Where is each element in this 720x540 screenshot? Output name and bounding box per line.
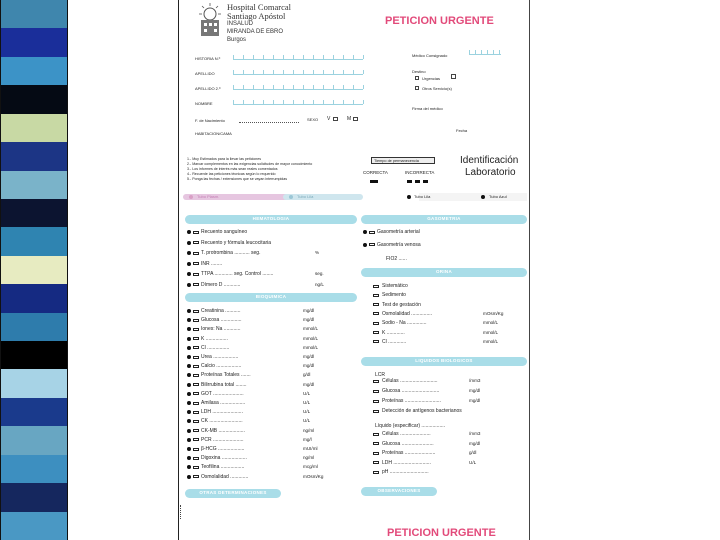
hospital-logo (193, 2, 227, 38)
patient-field-label: NOMBRE (195, 101, 213, 106)
sex-label: SEXO (307, 117, 319, 122)
fluids2-row[interactable] (373, 469, 523, 476)
biochem-row[interactable] (187, 437, 357, 444)
fluids-unit: /mm3 (469, 378, 481, 383)
stripe-0 (0, 0, 68, 29)
stripe-17 (0, 483, 68, 512)
stripe-5 (0, 142, 68, 171)
urine-unit: mOsm/Kg (483, 310, 504, 316)
instruction-line: 4.- Recuerde las peticiones técnicas según lo requerido (187, 172, 276, 176)
biochem-row[interactable] (187, 372, 357, 379)
lab-id-line1: Identificación (460, 155, 519, 166)
biochem-row[interactable] (187, 464, 357, 471)
fluid-specify-label: Líquido (especificar) ................. (375, 423, 446, 429)
incorrect-marks[interactable] (407, 180, 435, 184)
otros-radio[interactable] (415, 86, 419, 90)
patient-field-label: APELLIDO (195, 71, 215, 76)
fluids2-row[interactable] (373, 441, 523, 448)
otros-label: Otros Servicio(s) (422, 86, 452, 91)
biochem-unit: mg/dl (303, 363, 315, 369)
hema-unit: ng/L (315, 281, 324, 287)
hospital-name: Hospital Comarcal (227, 2, 291, 12)
biochem-unit: U/L (303, 390, 311, 396)
destination-label: Destino (412, 69, 426, 74)
biochem-label: Glucosa ............... (201, 317, 242, 324)
observations-header: OBSERVACIONES (361, 487, 437, 496)
patient-field-input[interactable] (233, 67, 363, 75)
biochem-unit: U/L (303, 400, 311, 405)
biochem-label: Amilasa .................. (201, 400, 246, 406)
urine-unit: mmol/L (483, 320, 499, 326)
tube-lila-label-2: Tubo Lila (414, 194, 431, 199)
biochem-label: PCR ...................... (201, 436, 244, 443)
biochem-label: Bilirrubina total ........ (201, 381, 247, 388)
tube-azul-label: Tubo Azul (489, 194, 507, 199)
fluids-label: Células ........................... (382, 378, 438, 384)
stripe-14 (0, 398, 68, 427)
form-title: PETICION URGENTE (385, 15, 494, 27)
urine-label: Sistemático (382, 283, 408, 289)
hospital-city: MIRANDA DE EBRO (227, 29, 284, 35)
fluids-label: Proteínas .......................... (382, 398, 441, 404)
footer-title: PETICION URGENTE (387, 527, 496, 539)
stripe-6 (0, 171, 68, 200)
biochem-unit: mg/dl (303, 308, 315, 313)
biochem-unit: mg/dl (303, 317, 315, 323)
fluids2-unit: /mm3 (469, 431, 481, 436)
biochem-row[interactable] (187, 455, 357, 462)
biochem-unit: U/L (303, 409, 311, 415)
stripe-18 (0, 512, 68, 540)
doctor-code-boxes[interactable] (469, 50, 501, 58)
urine-label: K ............. (382, 329, 405, 336)
biochem-unit: mmol/L (303, 344, 319, 350)
biochem-label: Proteínas Totales ....... (201, 372, 251, 379)
hospital-province: Burgos (227, 37, 247, 43)
urgencias-checkbox[interactable] (451, 74, 456, 79)
urine-label: Sedimento (382, 292, 406, 299)
fluids2-label: Glucosa ....................... (382, 440, 434, 447)
urine-header: ORINA (361, 268, 527, 277)
urine-row[interactable] (373, 283, 523, 290)
doctor-label: Médico Consignado (412, 53, 448, 58)
instruction-line: 2.- Marcar complementos en las exigencias solicitudes de mayor conocimiento (187, 162, 313, 166)
biochem-label: Urea .................. (201, 354, 239, 360)
biochem-row[interactable] (187, 363, 357, 370)
biochem-unit: U/L (303, 418, 311, 424)
urine-label: Osmolalidad ............... (382, 310, 433, 317)
hospital-org: INSALUD (227, 21, 254, 27)
urine-row[interactable] (373, 339, 523, 346)
patient-field-label: F. de Nacimiento (195, 118, 225, 123)
urine-label: Cl ............. (382, 338, 407, 345)
room-label: HABITACION/CAMA (195, 131, 232, 136)
urine-label: Sodio - Na .............. (382, 320, 427, 327)
stripe-11 (0, 313, 68, 342)
hema-label: Recuento y fórmula leucocitaria (201, 239, 272, 246)
fluids2-row[interactable] (373, 450, 523, 457)
biochem-unit: mUI/ml (303, 446, 318, 451)
fluids-row[interactable] (373, 408, 523, 415)
fluids2-label: LDH ........................... (382, 459, 431, 466)
biochem-unit: mOsm/Kg (303, 473, 324, 479)
hema-unit: seg. (315, 271, 324, 276)
fluids2-unit: mg/dl (469, 440, 481, 446)
biochem-row[interactable] (187, 317, 357, 324)
biochem-row[interactable] (187, 418, 357, 425)
urgent-request-form (178, 0, 530, 540)
biochem-row[interactable] (187, 308, 357, 315)
lab-id-line2: Laboratorio (465, 167, 516, 178)
stripe-7 (0, 199, 68, 228)
birthdate-input[interactable] (239, 122, 299, 123)
urine-row[interactable] (373, 330, 523, 337)
patient-field-label: HISTORIA N.º (195, 56, 221, 61)
biochem-row[interactable] (187, 446, 357, 453)
biochem-row[interactable] (187, 474, 357, 481)
biochem-row[interactable] (187, 409, 357, 416)
biochem-unit: mg/l (303, 436, 312, 442)
hema-label: Dímero D ............ (201, 281, 241, 288)
date-label: Fecha (456, 128, 468, 133)
biochem-label: Iones: Na ............ (201, 326, 241, 333)
biochem-label: Cl ................ (201, 344, 230, 351)
stripe-16 (0, 455, 68, 484)
fio2-label: FIO2 ...... (386, 256, 407, 262)
stripe-2 (0, 57, 68, 86)
biochem-label: Osmolalidad ............. (201, 473, 249, 480)
fluids-label: Glucosa ........................... (382, 388, 440, 394)
hema-row[interactable] (187, 250, 357, 257)
urine-label: Test de gestación (382, 301, 421, 308)
biochem-label: CK ........................ (201, 418, 243, 425)
decorative-stripe-bar (0, 0, 68, 540)
biochem-unit: mg/dl (303, 354, 315, 359)
fluids-unit: mg/dl (469, 388, 481, 393)
fluids-unit: mg/dl (469, 398, 481, 403)
biochem-unit: ng/ml (303, 427, 315, 433)
tube-plasma-label: Tubo Plasm. (197, 194, 220, 199)
biochem-label: β-HCG ................... (201, 446, 245, 452)
biochem-unit: mcg/ml (303, 464, 318, 470)
hospital-subname: Santiago Apóstol (227, 11, 286, 21)
stripe-3 (0, 85, 68, 114)
fluids-row[interactable] (373, 388, 523, 395)
tube-lila-label: Tubo Lila (297, 194, 314, 199)
signature-label: Firma del médico (412, 106, 443, 111)
sex-m[interactable]: M (347, 116, 352, 122)
correct-label: CORRECTA (363, 170, 388, 175)
biochem-label: Creatinina ........... (201, 308, 241, 314)
hema-row[interactable] (187, 229, 357, 236)
biochem-row[interactable] (187, 336, 357, 343)
stripe-10 (0, 284, 68, 313)
biochem-unit: mg/dl (303, 381, 315, 387)
hema-row[interactable] (187, 271, 357, 278)
biochem-row[interactable] (187, 326, 357, 333)
lcr-label: LCR (375, 372, 386, 378)
biochem-unit: mmol/L (303, 335, 319, 341)
sex-v[interactable]: V (327, 116, 331, 122)
fluids2-label: Células ...................... (382, 431, 431, 437)
hema-label: TTPA ............. seg. Control ........ (201, 271, 274, 277)
sample-time-box (371, 157, 435, 164)
fluids2-unit: U/L (469, 459, 477, 465)
other-tests-header: OTRAS DETERMINACIONES (185, 489, 281, 498)
hema-row[interactable] (187, 282, 357, 289)
instruction-line: 3.- Los informes de interés más sean reales comentados (187, 167, 278, 171)
urine-row[interactable] (373, 320, 523, 327)
fluids2-row[interactable] (373, 460, 523, 467)
tube-color-bar (183, 193, 527, 202)
patient-field-input[interactable] (233, 97, 363, 105)
urine-row[interactable] (373, 292, 523, 299)
urine-row[interactable] (373, 311, 523, 318)
stripe-13 (0, 369, 68, 398)
correct-marker[interactable] (370, 180, 378, 183)
hema-row[interactable] (187, 240, 357, 247)
gas-label: Gasometría venosa (377, 241, 421, 248)
stripe-9 (0, 256, 68, 285)
biochem-unit: mmol/L (303, 326, 319, 332)
hema-label: INR ........ (201, 260, 223, 267)
biochem-label: K ................ (201, 335, 228, 342)
biochem-row[interactable] (187, 400, 357, 407)
urine-unit: mmol/L (483, 329, 499, 335)
biochem-row[interactable] (187, 428, 357, 435)
gas-label: Gasometría arterial (377, 229, 420, 235)
fluids-label: Detección de antígenos bacterianos (382, 408, 462, 414)
stripe-8 (0, 227, 68, 256)
biochem-row[interactable] (187, 382, 357, 389)
biochem-row[interactable] (187, 345, 357, 352)
urgencias-radio[interactable] (415, 76, 419, 80)
biochem-label: Digoxina .................. (201, 455, 247, 462)
fluids-header: LIQUIDOS BIOLOGICOS (361, 357, 527, 366)
hema-unit: % (315, 250, 320, 255)
stripe-4 (0, 114, 68, 143)
fluids-row[interactable] (373, 378, 523, 385)
biochem-unit: g/dl (303, 372, 311, 378)
fluids2-row[interactable] (373, 431, 523, 438)
incorrect-label: INCORRECTA (405, 170, 435, 175)
hema-label: Recuento sanguíneo (201, 229, 248, 235)
hematology-header: HEMATOLOGIA (185, 215, 357, 224)
patient-field-input[interactable] (233, 52, 363, 60)
patient-field-input[interactable] (233, 82, 363, 90)
hema-label: T. protrombina ........... seg. (201, 250, 261, 256)
gas-row[interactable] (363, 229, 523, 236)
sex-m-checkbox[interactable] (353, 117, 358, 121)
fluids2-label: pH ............................ (382, 469, 429, 475)
biochem-row[interactable] (187, 354, 357, 361)
urine-row[interactable] (373, 302, 523, 309)
instruction-line: 5.- Ponga las fechas / extensiones que se vayan interrumpidas (187, 177, 288, 181)
biochem-label: Calcio .................. (201, 363, 242, 370)
gases-header: GASOMETRIA (361, 215, 527, 224)
side-code (180, 505, 183, 519)
urine-unit: mmol/L (483, 338, 499, 344)
biochem-row[interactable] (187, 391, 357, 398)
sample-time-label: Tiempo de permanecencia (374, 159, 419, 163)
fluids2-label: Proteínas ...................... (382, 450, 436, 456)
gas-row[interactable] (363, 242, 523, 249)
urgencias-label: Urgencias (422, 76, 441, 81)
instruction-line: 1.- Muy Estimados para la llevar las peticiones (187, 157, 262, 161)
biochem-label: CK-MB ................... (201, 427, 245, 434)
biochem-label: Teofilina ................. (201, 464, 245, 471)
biochem-unit: ng/ml (303, 455, 315, 461)
fluids-row[interactable] (373, 398, 523, 405)
sex-v-checkbox[interactable] (333, 117, 338, 121)
fluids2-unit: g/dl (469, 450, 477, 455)
hema-row[interactable] (187, 261, 357, 268)
biochem-header: BIOQUIMICA (185, 293, 357, 302)
stripe-12 (0, 341, 68, 370)
stripe-15 (0, 426, 68, 455)
stripe-1 (0, 28, 68, 57)
biochem-label: GOT ...................... (201, 390, 244, 397)
patient-field-label: APELLIDO 2.º (195, 86, 221, 91)
biochem-label: LDH ...................... (201, 409, 243, 416)
